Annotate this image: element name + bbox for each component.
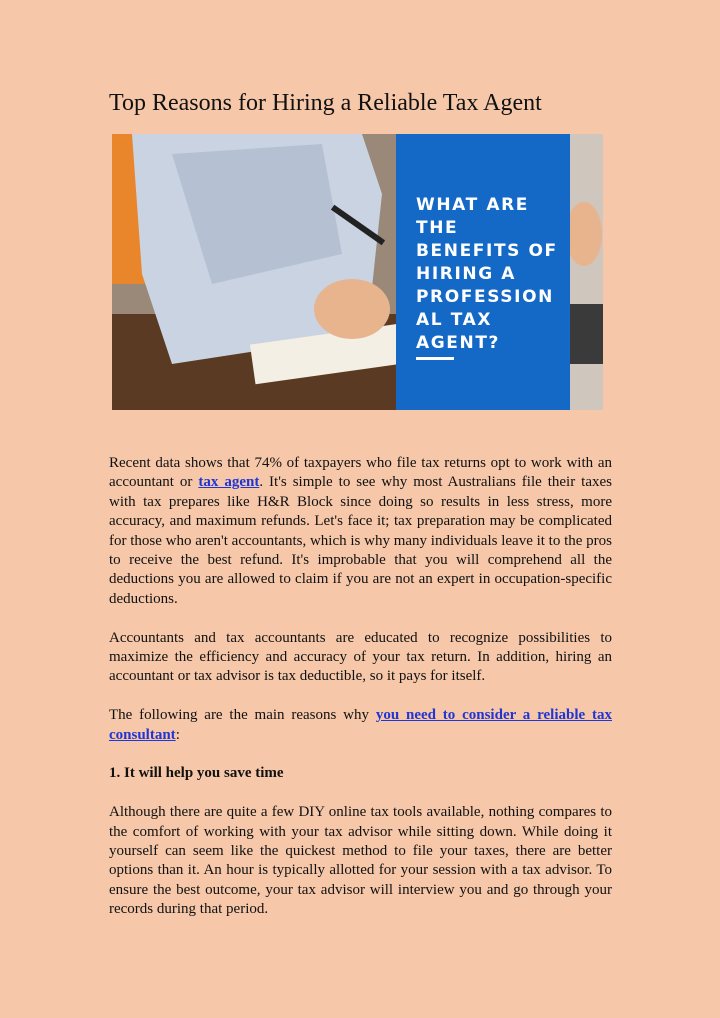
tax-agent-link[interactable]: tax agent	[198, 474, 260, 491]
paragraph-4: Although there are quite a few DIY online tax tools available, nothing compares to the comfort of working with your tax advisor while sitting down. While doing it yourself can seem like the quickest method to file your taxes, there are better options than it. An hour is typically allotted for your session with a tax advisor. To ensure the best outcome, your tax advisor will interview you and go through your records during that period.	[109, 804, 612, 918]
paragraph-1-text-b: . It's simple to see why most Australians file their taxes with tax prepares like H&R Block since doing so results in less stress, more accuracy, and maximum refunds. Let's face it; tax preparation may be complicated for those who aren't accountants, which is why many individuals leave it to the pros to receive the best refund. It's improbable that you will comprehend all the deductions you are allowed to claim if you are not an expert in occupation-specific deductions.	[109, 474, 613, 607]
section-heading-1: 1. It will help you save time	[109, 765, 284, 782]
paragraph-3	[109, 706, 612, 745]
paragraph-3-text-b: :	[175, 726, 180, 743]
paragraph-1-text-a: Recent data shows that 74% of taxpayers who file tax returns opt to work with an accountant or	[109, 455, 612, 491]
hero-panel-heading: WHAT ARE THE BENEFITS OF HIRING A PROFESSION AL TAX AGENT?	[416, 195, 558, 353]
panel-underline	[416, 357, 454, 360]
paragraph-3-text-a: The following are the main reasons why	[109, 707, 376, 724]
tax-consultant-link[interactable]: you need to consider a reliable tax consultant	[109, 707, 612, 743]
hero-text-panel	[396, 134, 570, 410]
paragraph-2: Accountants and tax accountants are educated to recognize possibilities to maximize the efficiency and accuracy of your tax return. In addition, hiring an accountant or tax advisor is tax deductible, so it pays for itself.	[109, 629, 612, 685]
hero-image	[112, 134, 603, 410]
paragraph-1	[109, 454, 612, 609]
article-body	[109, 454, 612, 939]
page-title: Top Reasons for Hiring a Reliable Tax Agent	[109, 90, 542, 116]
